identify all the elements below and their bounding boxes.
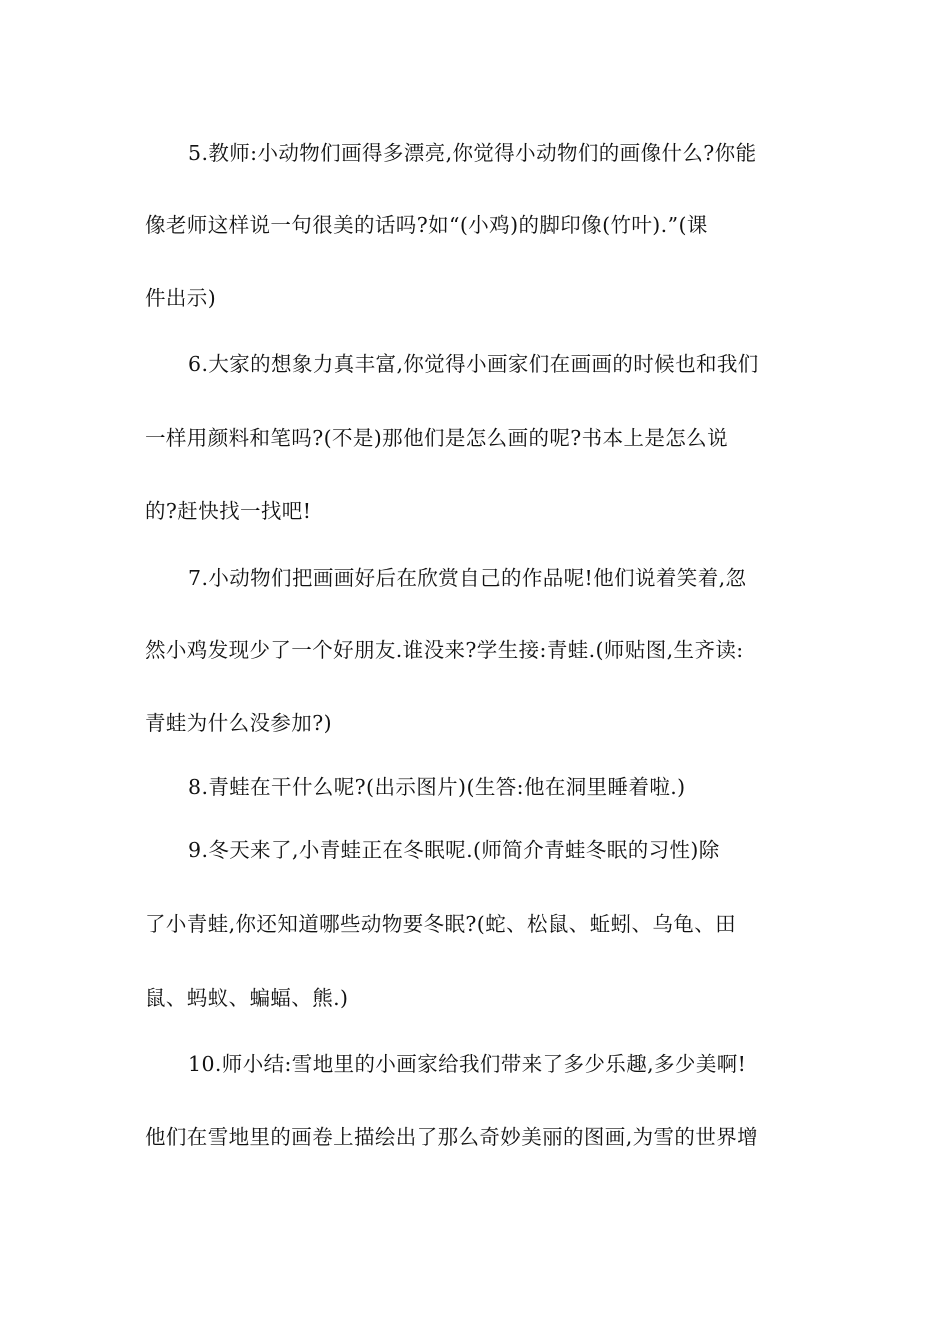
- paragraph-10-line-1: 10.师小结:雪地里的小画家给我们带来了多少乐趣,多少美啊!: [188, 1052, 747, 1076]
- paragraph-10-line-2: 他们在雪地里的画卷上描绘出了那么奇妙美丽的图画,为雪的世界增: [145, 1125, 759, 1149]
- paragraph-7-line-3: 青蛙为什么没参加?): [145, 711, 332, 735]
- paragraph-6-line-1: 6.大家的想象力真丰富,你觉得小画家们在画画的时候也和我们: [188, 352, 759, 376]
- paragraph-6-line-3: 的?赶快找一找吧!: [145, 499, 312, 523]
- paragraph-9-line-1: 9.冬天来了,小青蛙正在冬眠呢.(师简介青蛙冬眠的习性)除: [188, 838, 720, 862]
- paragraph-6-line-2: 一样用颜料和笔吗?(不是)那他们是怎么画的呢?书本上是怎么说: [145, 426, 728, 450]
- paragraph-9-line-3: 鼠、蚂蚁、蝙蝠、熊.): [145, 986, 349, 1010]
- paragraph-5-line-1: 5.教师:小动物们画得多漂亮,你觉得小动物们的画像什么?你能: [188, 141, 757, 165]
- paragraph-8-line-1: 8.青蛙在干什么呢?(出示图片)(生答:他在洞里睡着啦.): [188, 775, 686, 799]
- paragraph-7-line-1: 7.小动物们把画画好后在欣赏自己的作品呢!他们说着笑着,忽: [188, 566, 747, 590]
- paragraph-7-line-2: 然小鸡发现少了一个好朋友.谁没来?学生接:青蛙.(师贴图,生齐读:: [145, 638, 744, 662]
- paragraph-5-line-3: 件出示): [145, 286, 217, 310]
- paragraph-9-line-2: 了小青蛙,你还知道哪些动物要冬眠?(蛇、松鼠、蚯蚓、乌龟、田: [145, 912, 737, 936]
- paragraph-5-line-2: 像老师这样说一句很美的话吗?如“(小鸡)的脚印像(竹叶).”(课: [145, 213, 708, 237]
